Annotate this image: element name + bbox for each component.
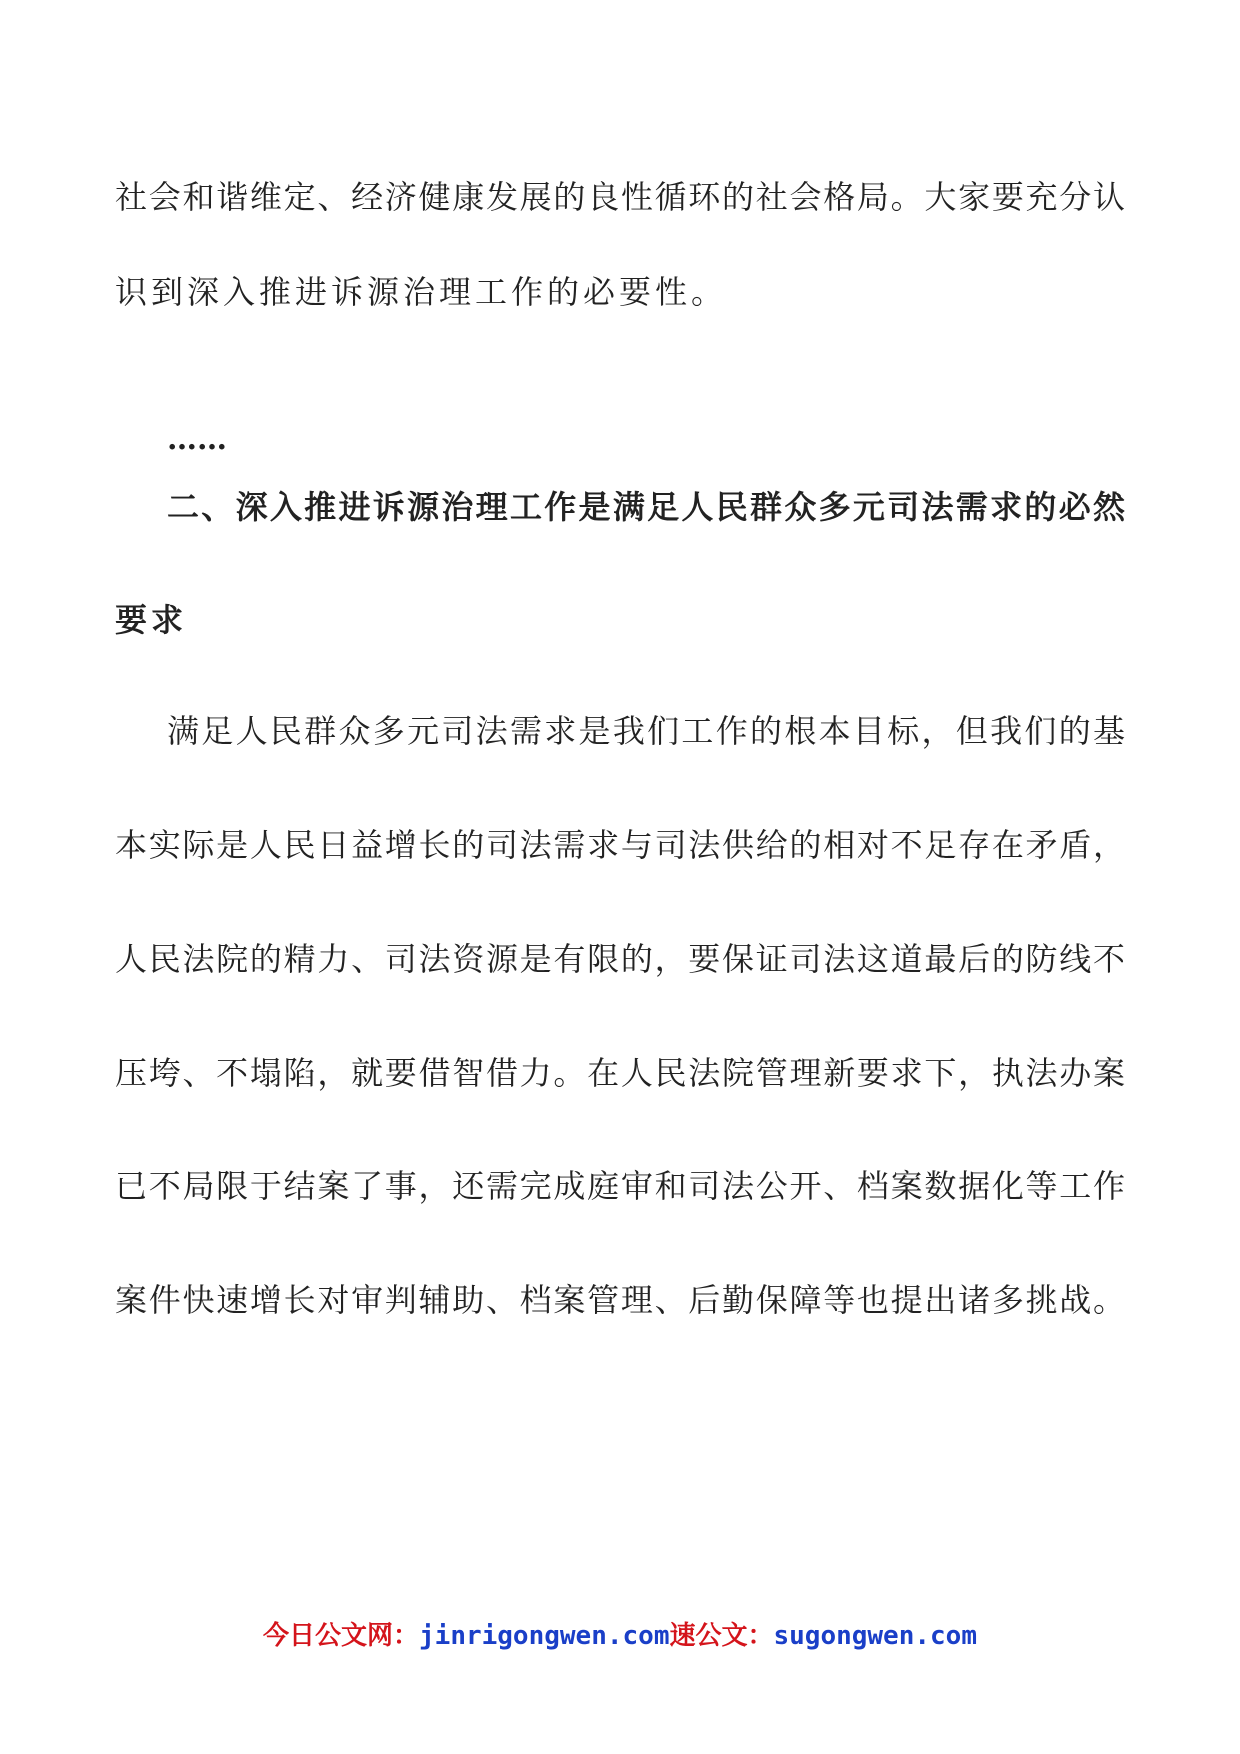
paragraph-line-2: 识到深入推进诉源治理工作的必要性。: [115, 273, 728, 311]
footer-site1-url[interactable]: jinrigongwen.com: [419, 1621, 670, 1651]
paragraph-line-4: 本实际是人民日益增长的司法需求与司法供给的相对不足存在矛盾，: [115, 826, 1125, 864]
section-heading-line-2: 要求: [115, 601, 188, 639]
paragraph-line-1: 社会和谐维定、经济健康发展的良性循环的社会格局。大家要充分认: [115, 178, 1125, 216]
paragraph-line-3: 满足人民群众多元司法需求是我们工作的根本目标，但我们的基: [167, 712, 1125, 750]
footer-site2-name: 速公文：: [669, 1621, 774, 1651]
footer-watermark: [0, 1618, 1240, 1654]
footer-site2-url[interactable]: sugongwen.com: [773, 1621, 977, 1651]
paragraph-line-6: 压垮、不塌陷，就要借智借力。在人民法院管理新要求下，执法办案: [115, 1054, 1125, 1092]
ellipsis-marker: ……: [167, 422, 227, 457]
footer-site1-name: 今日公文网：: [263, 1621, 420, 1651]
paragraph-line-5: 人民法院的精力、司法资源是有限的，要保证司法这道最后的防线不: [115, 940, 1125, 978]
section-heading-line-1: 二、深入推进诉源治理工作是满足人民群众多元司法需求的必然: [167, 488, 1125, 526]
paragraph-line-8: 案件快速增长对审判辅助、档案管理、后勤保障等也提出诸多挑战。: [115, 1281, 1125, 1319]
paragraph-line-7: 已不局限于结案了事，还需完成庭审和司法公开、档案数据化等工作: [115, 1167, 1125, 1205]
